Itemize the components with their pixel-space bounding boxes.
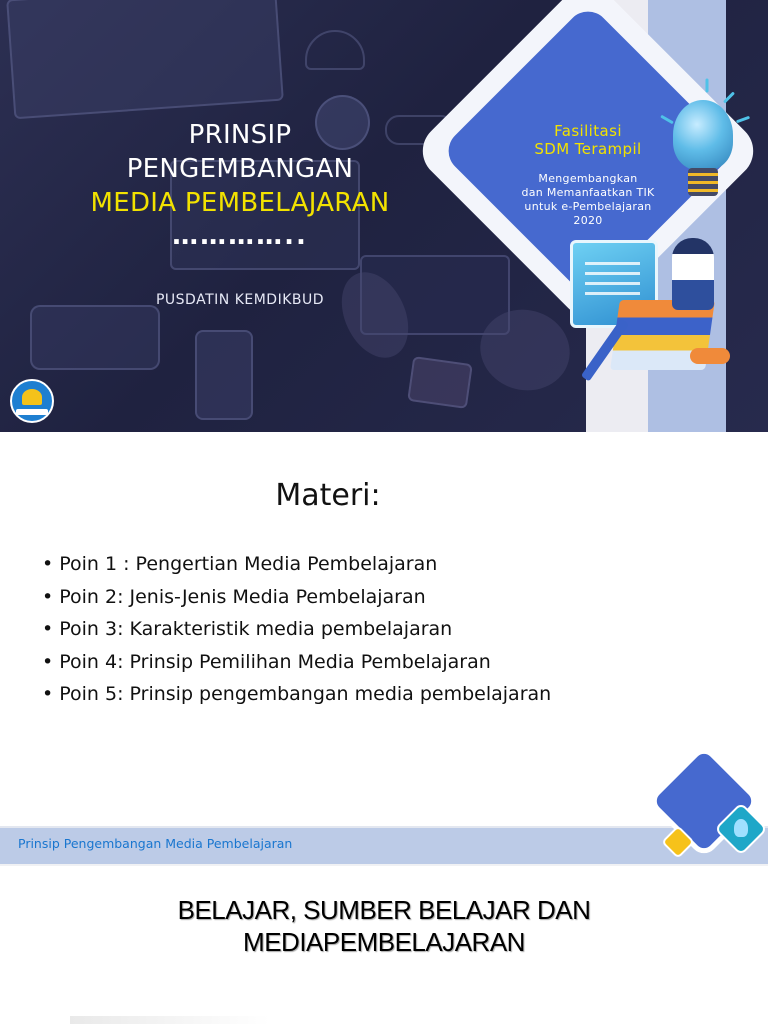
list-item: • Poin 3: Karakteristik media pembelajaran: [56, 613, 551, 646]
usb-illustration: [690, 348, 730, 364]
title-line: PENGEMBANGAN: [126, 154, 354, 184]
slide-title-block: [80, 118, 400, 251]
camera-illustration: [30, 305, 160, 370]
light-ray: [706, 79, 709, 93]
badge-subtitle-line: untuk e-Pembelajaran: [524, 200, 652, 213]
logo-ribbon: [16, 409, 48, 415]
notebook-illustration: [407, 356, 473, 409]
heading-line: BELAJAR, SUMBER BELAJAR DAN: [177, 895, 591, 925]
slide-belajar: [0, 864, 768, 1024]
list-item: • Poin 5: Prinsip pengembangan media pembelajaran: [56, 678, 551, 711]
lightbulb-base: [688, 168, 718, 196]
partial-content: [70, 1016, 270, 1024]
title-line: PRINSIP: [188, 120, 292, 150]
phone-illustration: [195, 330, 253, 420]
list-item: • Poin 4: Prinsip Pemilihan Media Pembelajaran: [56, 646, 551, 679]
title-accent-line: MEDIA PEMBELAJARAN: [90, 188, 390, 218]
materi-heading: Materi:: [275, 478, 381, 513]
title-dots: …………..: [172, 221, 308, 251]
laptop-illustration: [6, 0, 284, 119]
lightbulb-icon: [734, 819, 748, 837]
badge-title: [488, 122, 688, 158]
list-item: • Poin 1 : Pengertian Media Pembelajaran: [56, 548, 551, 581]
badge-subtitle-line: 2020: [573, 214, 603, 227]
slide-title: [0, 0, 768, 432]
light-ray: [736, 116, 750, 124]
badge-subtitle-line: dan Memanfaatkan TIK: [521, 186, 655, 199]
logo-emblem: [22, 389, 42, 405]
slide-heading: [0, 894, 768, 958]
slide-materi: [0, 432, 768, 864]
badge-title-line: SDM Terampil: [534, 140, 642, 158]
heading-line: MEDIAPEMBELAJARAN: [243, 927, 525, 957]
headphone-illustration: [305, 30, 365, 70]
slide-subtitle: PUSDATIN KEMDIKBUD: [155, 292, 325, 308]
badge-subtitle-line: Mengembangkan: [538, 172, 638, 185]
footer-title: Prinsip Pengembangan Media Pembelajaran: [18, 836, 293, 851]
monitor-screen: [585, 262, 640, 302]
logo-icon: [10, 379, 54, 423]
lightbulb-icon: [673, 100, 733, 170]
materi-list: [56, 548, 551, 711]
list-item: • Poin 2: Jenis-Jenis Media Pembelajaran: [56, 581, 551, 614]
badge-title-line: Fasilitasi: [554, 122, 622, 140]
person-illustration: [672, 238, 714, 310]
badge-subtitle: [488, 172, 688, 228]
